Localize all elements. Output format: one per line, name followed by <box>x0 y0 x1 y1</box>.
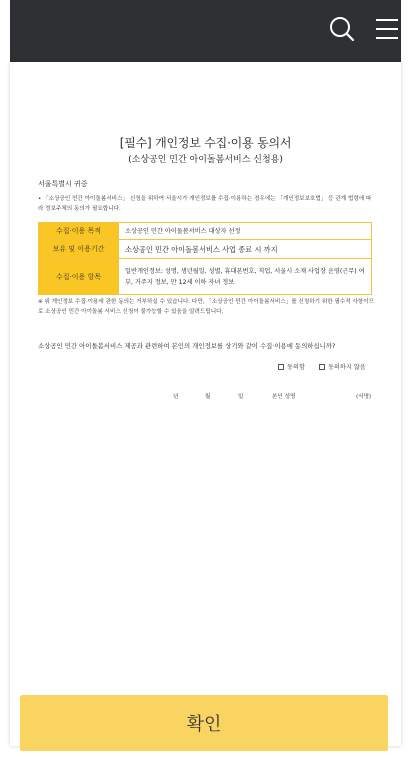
document-subtitle: (소상공인 민간 아이돌봄서비스 신청용) <box>128 155 283 165</box>
table-row <box>39 223 372 240</box>
retention-label: 보유 및 이용기간 <box>39 240 119 259</box>
hamburger-menu-icon[interactable] <box>374 14 402 44</box>
refusal-notice: ※ 위 개인정보 수집·이용에 관한 동의는 거부하실 수 있습니다. 다만, 「소상공인 민간 아이돌봄서비스」를 신청하기 위한 필수적 사항이므로 소상공인 민간 아이돌봄 서비스 신청이 불가능할 수 있음을 알려드립니다. <box>38 299 375 315</box>
confirm-button[interactable]: 확인 <box>20 695 388 751</box>
sign-month: 월 <box>205 394 211 400</box>
search-icon[interactable] <box>328 14 356 44</box>
disagree-checkbox[interactable] <box>319 364 325 370</box>
consent-question: 소상공인 민간 아이돌봄서비스 제공과 관련하여 본인의 개인정보를 상기와 같이 수집·이용에 동의하십니까? <box>38 342 336 350</box>
consent-options <box>278 362 366 371</box>
items-value: 일반개인정보: 성명, 생년월일, 성별, 휴대폰번호, 직업, 서울시 소재 사업장 운영(근무) 여부, 거주지 정보, 만 12세 이하 자녀 정보 <box>119 259 372 295</box>
recipient-org: 서울특별시 귀중 <box>38 180 88 188</box>
top-header-bar <box>10 0 401 62</box>
retention-value: 소상공인 민간 아이돌봄서비스 사업 종료 시 까지 <box>119 240 372 259</box>
disagree-option[interactable] <box>319 362 366 371</box>
agree-option[interactable] <box>278 362 305 371</box>
sign-seal: (서명) <box>356 394 372 400</box>
intro-text: • 「소상공인 민간 아이돌봄서비스」 신청을 위하여 서울시가 개인정보를 수집·이용하는 경우에는 「개인정보보호법」 등 관계 법령에 따라 정보주체의 동의가 필요합니다. <box>38 196 372 212</box>
purpose-label: 수집·이용 목적 <box>39 223 119 240</box>
items-label: 수집·이용 항목 <box>39 259 119 295</box>
agree-label: 동의함 <box>287 364 305 371</box>
purpose-value: 소상공인 민간 아이돌봄서비스 대상자 선정 <box>119 223 372 240</box>
document-title: [필수] 개인정보 수집·이용 동의서 <box>119 136 292 150</box>
sign-day: 일 <box>238 394 244 400</box>
sign-name-label: 본인 성명 <box>272 394 296 400</box>
sign-year: 년 <box>173 394 179 400</box>
agree-checkbox[interactable] <box>278 364 284 370</box>
table-row <box>39 259 372 295</box>
consent-document-sheet <box>10 62 401 746</box>
disagree-label: 동의하지 않음 <box>327 364 366 371</box>
table-row <box>39 240 372 259</box>
consent-info-table <box>38 222 372 295</box>
